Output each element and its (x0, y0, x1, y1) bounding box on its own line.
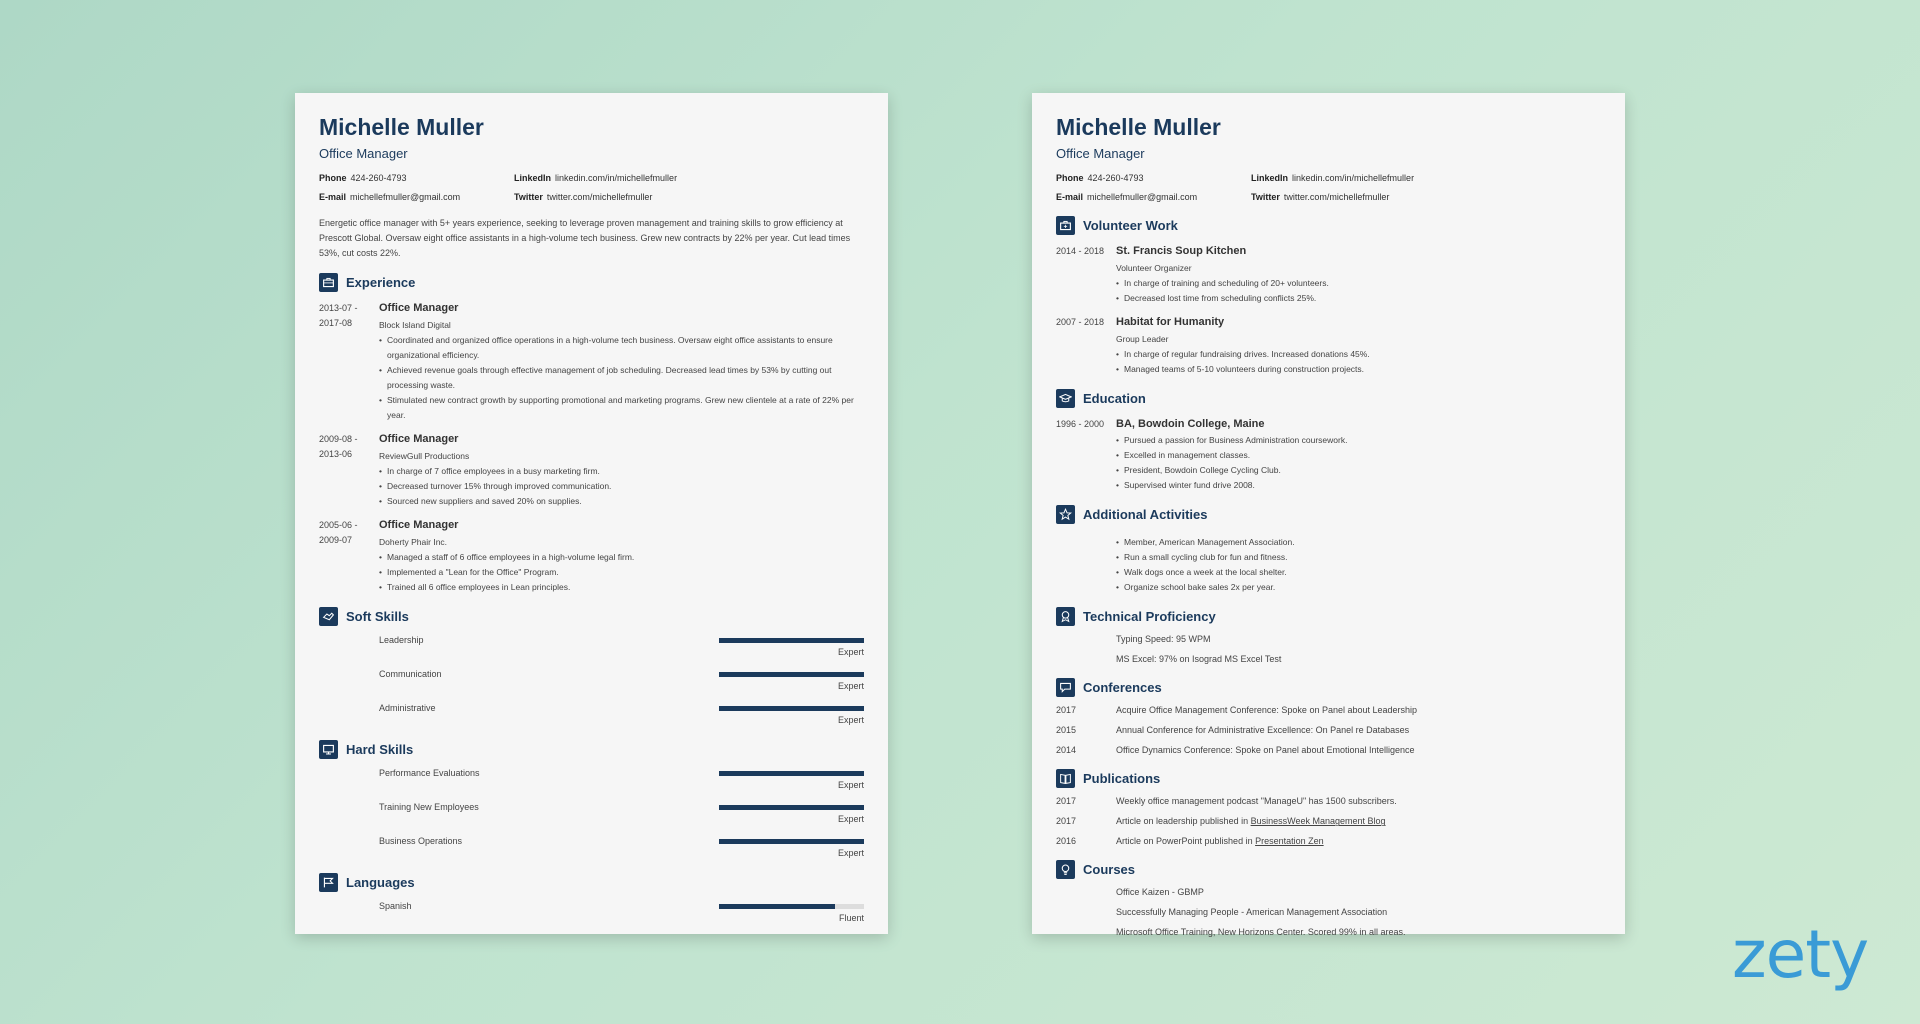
skill-name: Training New Employees (379, 802, 479, 813)
contact-twitter[interactable]: Twitter twitter.com/michellefmuller (1251, 192, 1390, 203)
bullet-item: • Managed teams of 5-10 volunteers during construction projects. (1124, 362, 1601, 377)
experience-list (319, 301, 864, 595)
spacer (1056, 633, 1116, 646)
technical-item (1056, 633, 1601, 646)
publication-year: 2016 (1056, 836, 1077, 847)
zety-logo[interactable]: zety (1732, 916, 1869, 993)
course-text: Office Kaizen - GBMP (1116, 887, 1204, 898)
section-header-publications (1056, 769, 1601, 788)
bullet-item: • Decreased turnover 15% through improved communication. (387, 479, 864, 494)
bullet-item: • Implemented a "Lean for the Office" Program. (387, 565, 864, 580)
conference-year: 2015 (1056, 725, 1077, 736)
course-item (1056, 926, 1601, 939)
skill-meter (719, 801, 864, 824)
bullet-item: • In charge of training and scheduling of 20+ volunteers. (1124, 276, 1601, 291)
award-icon (1056, 607, 1075, 626)
bullet-item: • Supervised winter fund drive 2008. (1124, 478, 1601, 493)
section-header-activities (1056, 505, 1601, 524)
section-title: Experience (346, 275, 416, 291)
conference-text: Acquire Office Management Conference: Spoke on Panel about Leadership (1116, 705, 1418, 716)
candidate-name: Michelle Muller (1056, 114, 1221, 140)
publication-text: Weekly office management podcast "ManageU" has 1500 subscribers. (1116, 796, 1397, 807)
summary: Energetic office manager with 5+ years experience, seeking to leverage proven management and training skills to grow efficiency at Prescott Global. Oversaw eight office assistants in a high-volume tech business. Grew new contracts by 22% per year. Cut lead times 53%, cut costs 22%. (319, 218, 851, 259)
section-header-hard-skills (319, 740, 864, 759)
briefcase-icon (319, 273, 338, 292)
spacer (1056, 886, 1116, 899)
publication-item (1056, 795, 1601, 808)
skill-row (319, 702, 864, 728)
bullet-item: • Organize school bake sales 2x per year. (1124, 580, 1601, 595)
candidate-role: Office Manager (1056, 146, 1145, 162)
section-title: Additional Activities (1083, 507, 1208, 523)
section-title: Volunteer Work (1083, 218, 1178, 234)
bullet-item: • Excelled in management classes. (1124, 448, 1601, 463)
skill-bar-fill (719, 638, 864, 643)
publication-item (1056, 815, 1601, 828)
technical-text: MS Excel: 97% on Isograd MS Excel Test (1116, 654, 1282, 665)
activities-entry (1056, 533, 1601, 595)
bullet-item: • President, Bowdoin College Cycling Club. (1124, 463, 1601, 478)
entry-title: Habitat for Humanity (1116, 316, 1225, 329)
entry-title: Office Manager (379, 519, 459, 532)
section-header-soft-skills (319, 607, 864, 626)
section-header-technical (1056, 607, 1601, 626)
handshake-icon (319, 607, 338, 626)
bullet-item: • Managed a staff of 6 office employees in a high-volume legal firm. (387, 550, 864, 565)
briefcase-icon (1056, 216, 1075, 235)
entry-date: 2007 - 2018 (1056, 317, 1105, 328)
courses-list (1056, 886, 1601, 939)
section-header-education (1056, 389, 1601, 408)
skill-meter (719, 900, 864, 923)
activities-list (1116, 535, 1601, 595)
skill-bar (719, 672, 864, 677)
bullet-list (1116, 433, 1601, 493)
bullet-list (379, 333, 864, 423)
section-header-courses (1056, 860, 1601, 879)
section-header-conferences (1056, 678, 1601, 697)
publication-link[interactable]: BusinessWeek Management Blog (1250, 816, 1386, 827)
publication-year: 2017 (1056, 796, 1077, 807)
publication-item (1056, 835, 1601, 848)
skill-bar-fill (719, 805, 864, 810)
contact-info (1056, 173, 1601, 202)
skill-bar (719, 706, 864, 711)
entry-organization: Block Island Digital (379, 320, 451, 331)
publications-list (1056, 795, 1601, 848)
skill-level: Expert (837, 848, 864, 859)
publication-year: 2017 (1056, 816, 1077, 827)
conference-text: Annual Conference for Administrative Excellence: On Panel re Databases (1116, 725, 1410, 736)
technical-list (1056, 633, 1601, 666)
course-item (1056, 906, 1601, 919)
entry-organization: Doherty Phair Inc. (379, 537, 448, 548)
entry (1056, 417, 1601, 493)
skill-level: Expert (837, 814, 864, 825)
entry-date: 1996 - 2000 (1056, 419, 1105, 430)
candidate-role: Office Manager (319, 146, 408, 162)
skill-level: Expert (837, 647, 864, 658)
skill-bar-fill (719, 672, 864, 677)
entry-body (379, 518, 864, 595)
bullet-item: • Stimulated new contract growth by supporting promotional and marketing programs. Grew new clientele at a rate of 22% per year. (387, 393, 864, 423)
publication-text: Article on PowerPoint published in (1116, 836, 1256, 847)
entry-date: 2013-07 - 2017-08 (319, 303, 358, 329)
skill-meter (719, 767, 864, 790)
speech-bubble-icon (1056, 678, 1075, 697)
technical-text: Typing Speed: 95 WPM (1116, 634, 1211, 645)
section-title: Publications (1083, 771, 1161, 787)
entry-title: St. Francis Soup Kitchen (1116, 245, 1247, 258)
entry-title: BA, Bowdoin College, Maine (1116, 418, 1265, 431)
bullet-item: • In charge of 7 office employees in a busy marketing firm. (387, 464, 864, 479)
skill-name: Leadership (379, 635, 424, 646)
conference-text: Office Dynamics Conference: Spoke on Panel about Emotional Intelligence (1116, 745, 1415, 756)
skill-name: Performance Evaluations (379, 768, 480, 779)
spacer (1056, 653, 1116, 666)
bullet-item: • Trained all 6 office employees in Lean principles. (387, 580, 864, 595)
contact-phone: Phone 424-260-4793 (1056, 173, 1144, 184)
star-icon (1056, 505, 1075, 524)
section-header-experience (319, 273, 864, 292)
spacer (1056, 926, 1116, 939)
skill-meter (719, 668, 864, 691)
entry-date: 2005-06 - 2009-07 (319, 520, 358, 546)
skill-bar (719, 805, 864, 810)
graduation-cap-icon (1056, 389, 1075, 408)
course-item (1056, 886, 1601, 899)
contact-linkedin[interactable]: LinkedIn linkedin.com/in/michellefmuller (1251, 173, 1415, 184)
bullet-item: • In charge of regular fundraising drives. Increased donations 45%. (1124, 347, 1601, 362)
hard-skills-list (319, 767, 864, 861)
bullet-list (379, 464, 864, 509)
skill-level: Expert (837, 681, 864, 692)
entry-body (1116, 417, 1601, 493)
bullet-list (379, 550, 864, 595)
skill-bar-fill (719, 706, 864, 711)
section-title: Soft Skills (346, 609, 409, 625)
course-text: Successfully Managing People - American Management Association (1116, 907, 1388, 918)
contact-info (319, 173, 864, 202)
entry (1056, 315, 1601, 377)
entry-date: 2009-08 - 2013-06 (319, 434, 358, 460)
bullet-item: • Run a small cycling club for fun and fitness. (1124, 550, 1601, 565)
skill-level: Expert (837, 780, 864, 791)
skill-row (319, 835, 864, 861)
technical-item (1056, 653, 1601, 666)
resume-page-left (295, 93, 888, 934)
conference-year: 2014 (1056, 745, 1077, 756)
contact-email[interactable]: E-mail michellefmuller@gmail.com (319, 192, 461, 203)
publication-entry (1116, 835, 1601, 848)
skill-bar (719, 638, 864, 643)
skill-row (319, 900, 864, 926)
entry (319, 301, 864, 423)
section-header-volunteer (1056, 216, 1601, 235)
section-title: Languages (346, 875, 415, 891)
entry-body (379, 432, 864, 509)
bullet-item: • Achieved revenue goals through effective management of job scheduling. Decreased lead times by 53% by cutting out processing waste. (387, 363, 864, 393)
section-title: Courses (1083, 862, 1136, 878)
entry (319, 432, 864, 509)
entry-organization: Group Leader (1116, 334, 1169, 345)
section-header-languages (319, 873, 864, 892)
candidate-name: Michelle Muller (319, 114, 484, 140)
skill-name: Administrative (379, 703, 436, 714)
publication-entry (1116, 815, 1601, 828)
languages-list (319, 900, 864, 926)
bullet-item: • Pursued a passion for Business Administration coursework. (1124, 433, 1601, 448)
conferences-list (1056, 704, 1601, 757)
section-title: Hard Skills (346, 742, 414, 758)
skill-name: Business Operations (379, 836, 463, 847)
soft-skills-list (319, 634, 864, 728)
section-title: Technical Proficiency (1083, 609, 1216, 625)
contact-phone: Phone 424-260-4793 (319, 173, 407, 184)
volunteer-list (1056, 244, 1601, 377)
entry (319, 518, 864, 595)
conference-item (1056, 704, 1601, 717)
entry-body (1116, 315, 1601, 377)
skill-bar (719, 839, 864, 844)
entry-body (379, 301, 864, 423)
bullet-item: • Walk dogs once a week at the local shelter. (1124, 565, 1601, 580)
skill-bar-fill (719, 771, 864, 776)
section-title: Conferences (1083, 680, 1162, 696)
skill-meter (719, 634, 864, 657)
entry-body (1116, 244, 1601, 306)
entry-date: 2014 - 2018 (1056, 246, 1105, 257)
entry-title: Office Manager (379, 433, 459, 446)
skill-bar-fill (719, 904, 835, 909)
skill-bar (719, 904, 864, 909)
skill-row (319, 634, 864, 660)
spacer (1056, 906, 1116, 919)
bullet-item: • Member, American Management Association. (1124, 535, 1601, 550)
skill-row (319, 801, 864, 827)
book-icon (1056, 769, 1075, 788)
skill-name: Communication (379, 669, 442, 680)
skill-row (319, 767, 864, 793)
bullet-item: • Decreased lost time from scheduling conflicts 25%. (1124, 291, 1601, 306)
skill-row (319, 668, 864, 694)
skill-bar (719, 771, 864, 776)
monitor-icon (319, 740, 338, 759)
publication-entry (1116, 795, 1601, 808)
bullet-list (1116, 347, 1601, 377)
contact-email[interactable]: E-mail michellefmuller@gmail.com (1056, 192, 1198, 203)
section-title: Education (1083, 391, 1146, 407)
flag-icon (319, 873, 338, 892)
conference-item (1056, 724, 1601, 737)
education-list (1056, 417, 1601, 493)
resume-page-right (1032, 93, 1625, 938)
bullet-item: • Coordinated and organized office operations in a high-volume tech business. Oversaw eight office assistants to ensure organizational efficiency. (387, 333, 864, 363)
skill-level: Fluent (838, 913, 864, 924)
contact-linkedin[interactable]: LinkedIn linkedin.com/in/michellefmuller (514, 173, 678, 184)
bullet-item: • Sourced new suppliers and saved 20% on supplies. (387, 494, 864, 509)
conference-item (1056, 744, 1601, 757)
conference-year: 2017 (1056, 705, 1077, 716)
contact-twitter[interactable]: Twitter twitter.com/michellefmuller (514, 192, 653, 203)
skill-meter (719, 835, 864, 858)
entry-organization: Volunteer Organizer (1116, 263, 1192, 274)
skill-name: Spanish (379, 901, 412, 912)
entry-organization: ReviewGull Productions (379, 451, 470, 462)
course-text: Microsoft Office Training, New Horizons Center. Scored 99% in all areas. (1116, 927, 1406, 938)
publication-text: Article on leadership published in (1116, 816, 1251, 827)
bullet-list (1116, 276, 1601, 306)
skill-bar-fill (719, 839, 864, 844)
skill-level: Expert (837, 715, 864, 726)
entry (1056, 244, 1601, 306)
entry-title: Office Manager (379, 302, 459, 315)
skill-meter (719, 702, 864, 725)
lightbulb-icon (1056, 860, 1075, 879)
publication-link[interactable]: Presentation Zen (1255, 836, 1324, 847)
